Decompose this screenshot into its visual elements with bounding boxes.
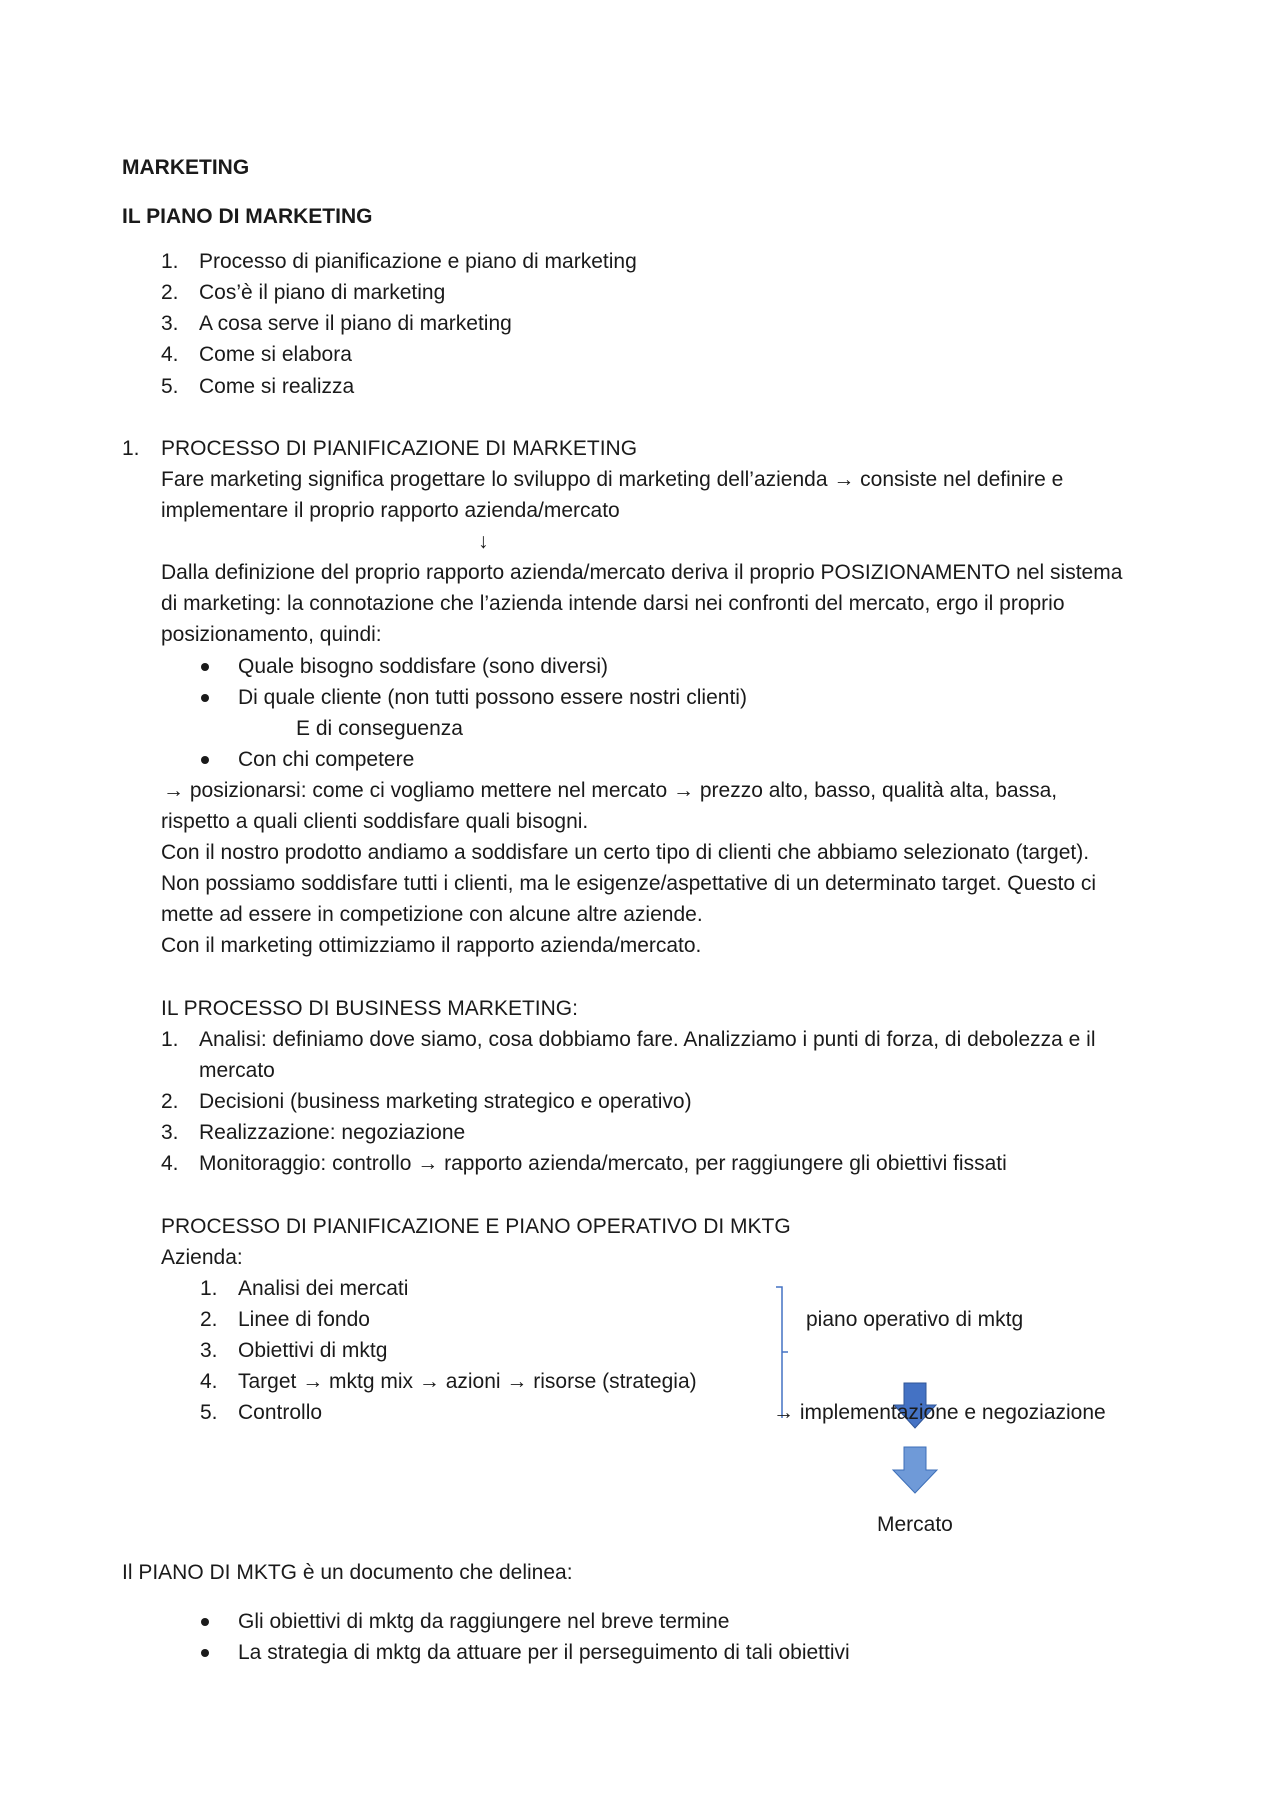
paragraph-line: di marketing: la connotazione che l’azienda intende darsi nei confronti del mercato, ergo il proprio (161, 592, 1065, 615)
subsection-title: PROCESSO DI PIANIFICAZIONE E PIANO OPERATIVO DI MKTG (161, 1215, 791, 1238)
list-item: Gli obiettivi di mktg da raggiungere nel breve termine (238, 1610, 730, 1633)
company-label: Azienda: (161, 1246, 243, 1269)
paragraph-line: implementare il proprio rapporto azienda/mercato (161, 499, 620, 522)
paragraph-line: Dalla definizione del proprio rapporto azienda/mercato deriva il proprio POSIZIONAMENTO nel sistema (161, 561, 1123, 584)
list-item-continuation: mercato (199, 1059, 275, 1082)
paragraph-line: → posizionarsi: come ci vogliamo mettere nel mercato → prezzo alto, basso, qualità alta, bassa, (163, 779, 1058, 802)
paragraph-line: Il PIANO DI MKTG è un documento che delinea: (122, 1561, 573, 1584)
list-item: Cos’è il piano di marketing (199, 281, 446, 304)
document-title: MARKETING (122, 156, 250, 179)
list-item: Monitoraggio: controllo → rapporto azienda/mercato, per raggiungere gli obiettivi fissati (199, 1152, 1007, 1175)
operative-plan-label: piano operativo di mktg (806, 1308, 1024, 1331)
section-heading: IL PIANO DI MARKETING (122, 205, 373, 228)
list-item: Come si elabora (199, 343, 352, 366)
bullet-icon (201, 1618, 209, 1626)
list-item: Quale bisogno soddisfare (sono diversi) (238, 655, 609, 678)
implementation-label: → implementazione e negoziazione (773, 1401, 1106, 1424)
list-item: La strategia di mktg da attuare per il perseguimento di tali obiettivi (238, 1641, 850, 1664)
list-item: Analisi: definiamo dove siamo, cosa dobbiamo fare. Analizziamo i punti di forza, di debolezza e il (199, 1028, 1096, 1051)
market-label: Mercato (877, 1513, 953, 1536)
list-item: Target → mktg mix → azioni → risorse (strategia) (238, 1370, 697, 1393)
paragraph-line: mette ad essere in competizione con alcune altre aziende. (161, 903, 703, 926)
paragraph-line: Con il nostro prodotto andiamo a soddisfare un certo tipo di clienti che abbiamo selezionato (target). (161, 841, 1090, 864)
paragraph-line: posizionamento, quindi: (161, 623, 382, 646)
paragraph-line: Fare marketing significa progettare lo sviluppo di marketing dell’azienda → consiste nel definire e (161, 468, 1064, 491)
list-item: Di quale cliente (non tutti possono essere nostri clienti) (238, 686, 747, 709)
paragraph-line: rispetto a quali clienti soddisfare quali bisogni. (161, 810, 589, 833)
down-arrow-icon: ↓ (478, 530, 489, 553)
list-item: Con chi competere (238, 748, 415, 771)
list-item: Analisi dei mercati (238, 1277, 409, 1300)
list-item: Come si realizza (199, 375, 355, 398)
bullet-icon (201, 1649, 209, 1657)
list-item: Linee di fondo (238, 1308, 370, 1331)
list-item: A cosa serve il piano di marketing (199, 312, 512, 335)
subsection-title: IL PROCESSO DI BUSINESS MARKETING: (161, 997, 578, 1020)
section-number: 1. (122, 437, 140, 460)
list-item: Obiettivi di mktg (238, 1339, 388, 1362)
paragraph-line: Con il marketing ottimizziamo il rapporto azienda/mercato. (161, 934, 702, 957)
down-arrow-light-icon (893, 1447, 937, 1493)
section-title: PROCESSO DI PIANIFICAZIONE DI MARKETING (161, 437, 638, 460)
list-item: Realizzazione: negoziazione (199, 1121, 466, 1144)
list-item: Controllo (238, 1401, 323, 1424)
paragraph-line: Non possiamo soddisfare tutti i clienti, ma le esigenze/aspettative di un determinato target. Questo ci (161, 872, 1096, 895)
list-item: Decisioni (business marketing strategico e operativo) (199, 1090, 692, 1113)
consequence-note: E di conseguenza (296, 717, 463, 740)
list-item: Processo di pianificazione e piano di marketing (199, 250, 637, 273)
